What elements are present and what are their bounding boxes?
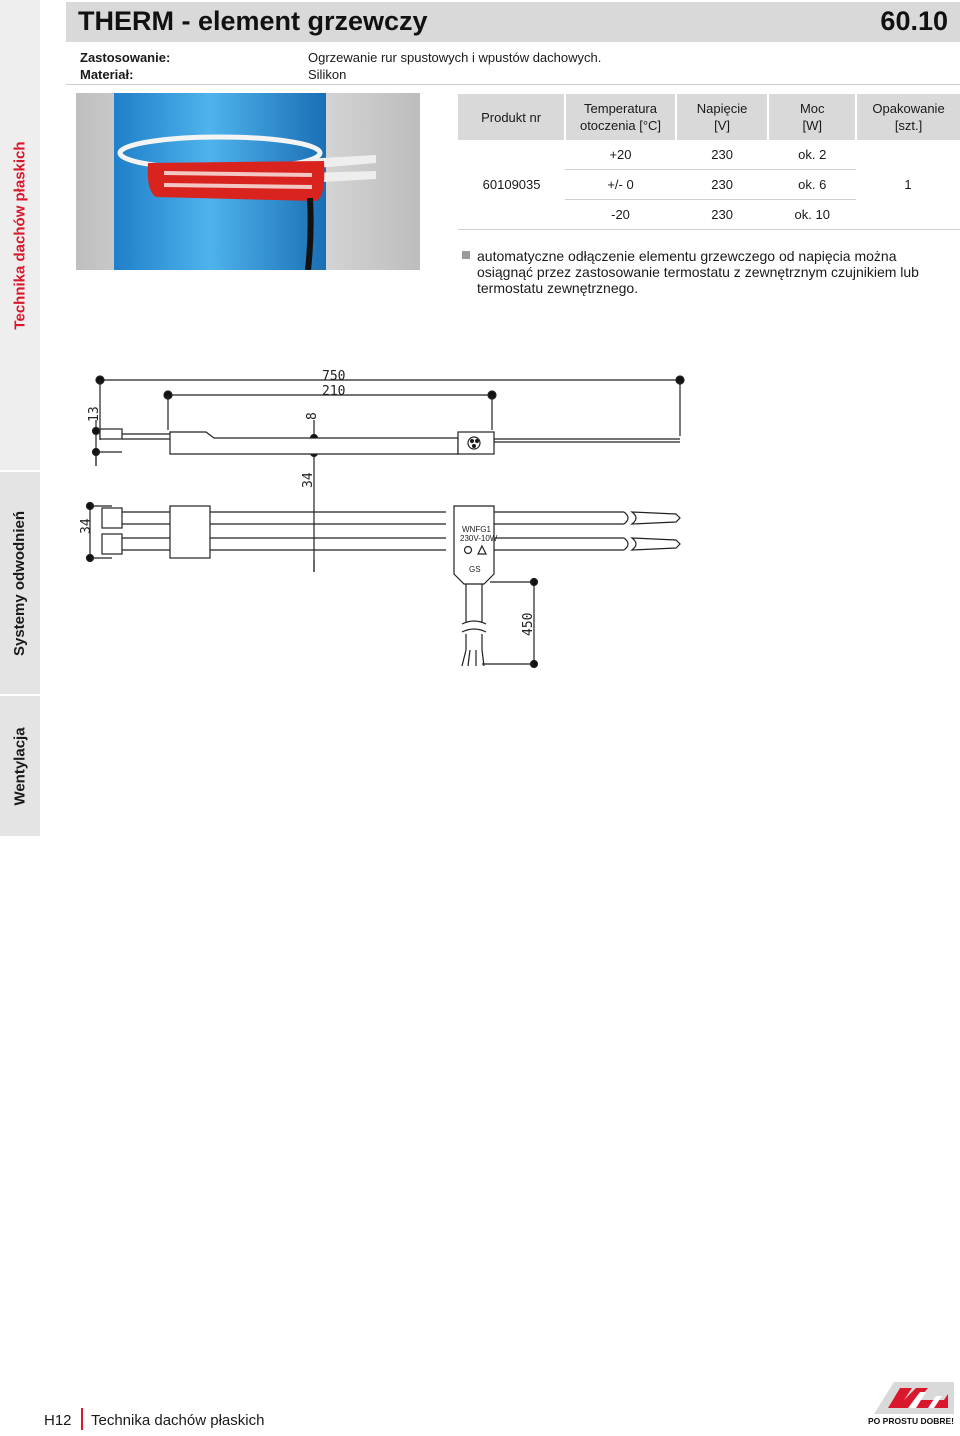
table-row (458, 140, 960, 170)
footer-divider (81, 1408, 83, 1430)
power-cell: ok. 6 (768, 170, 856, 200)
side-tab-ventilation[interactable] (0, 696, 40, 836)
voltage-cell: 230 (676, 140, 769, 170)
model-label: WNFG1 (462, 525, 491, 534)
side-tab-label: Technika dachów płaskich (11, 140, 29, 330)
page-number: H12 (44, 1412, 72, 1429)
voltage-cell: 230 (676, 200, 769, 230)
spec-table (458, 94, 960, 230)
side-tab-flat-roofs[interactable] (0, 0, 40, 470)
dimension-34-side: 34 (79, 518, 94, 534)
application-value: Ogrzewanie rur spustowych i wpustów dachowych. (308, 50, 602, 65)
application-label: Zastosowanie: (80, 50, 171, 65)
material-label: Materiał: (80, 67, 134, 82)
temperature-cell: -20 (565, 200, 676, 230)
side-tab-label: Wentylacja (11, 726, 29, 806)
column-header: Moc [W] (768, 94, 856, 140)
power-cell: ok. 10 (768, 200, 856, 230)
page-header (66, 2, 960, 42)
footer-section-title: Technika dachów płaskich (91, 1412, 265, 1429)
product-number-cell: 60109035 (458, 140, 565, 230)
dimension-13: 13 (87, 406, 102, 422)
technical-drawing (76, 360, 696, 680)
power-cell: ok. 2 (768, 140, 856, 170)
product-group-code: 60.10 (880, 6, 948, 36)
page-title: THERM - element grzewczy (78, 6, 428, 36)
logo-tagline: PO PROSTU DOBRE! (868, 1416, 954, 1426)
material-value: Silikon (308, 67, 347, 82)
side-tab-drainage[interactable] (0, 472, 40, 694)
packaging-cell: 1 (856, 140, 960, 230)
gs-label: GS (469, 565, 481, 574)
column-header: Temperatura otoczenia [°C] (565, 94, 676, 140)
temperature-cell: +20 (565, 140, 676, 170)
voltage-cell: 230 (676, 170, 769, 200)
dimension-34-top: 34 (301, 472, 316, 488)
product-photo (76, 93, 420, 270)
dimension-210: 210 (322, 384, 346, 399)
dimension-450: 450 (521, 612, 536, 636)
divider (66, 84, 960, 85)
rating-label: 230V-10W (460, 534, 498, 543)
column-header: Napięcie [V] (676, 94, 769, 140)
table-header-row (458, 94, 960, 140)
column-header: Opakowanie [szt.] (856, 94, 960, 140)
temperature-cell: +/- 0 (565, 170, 676, 200)
note (462, 248, 932, 296)
dimension-8: 8 (305, 412, 320, 420)
dimension-750: 750 (322, 369, 346, 384)
side-tab-label: Systemy odwodnień (11, 510, 29, 656)
column-header: Produkt nr (458, 94, 565, 140)
brand-logo (864, 1374, 958, 1428)
note-text: automatyczne odłączenie elementu grzewczego od napięcia można osiągnąć przez zastosowanie termostatu z zewnętrznym czujnikiem lub termostatu zewnętrznego. (477, 248, 919, 296)
bullet-icon (462, 251, 470, 259)
